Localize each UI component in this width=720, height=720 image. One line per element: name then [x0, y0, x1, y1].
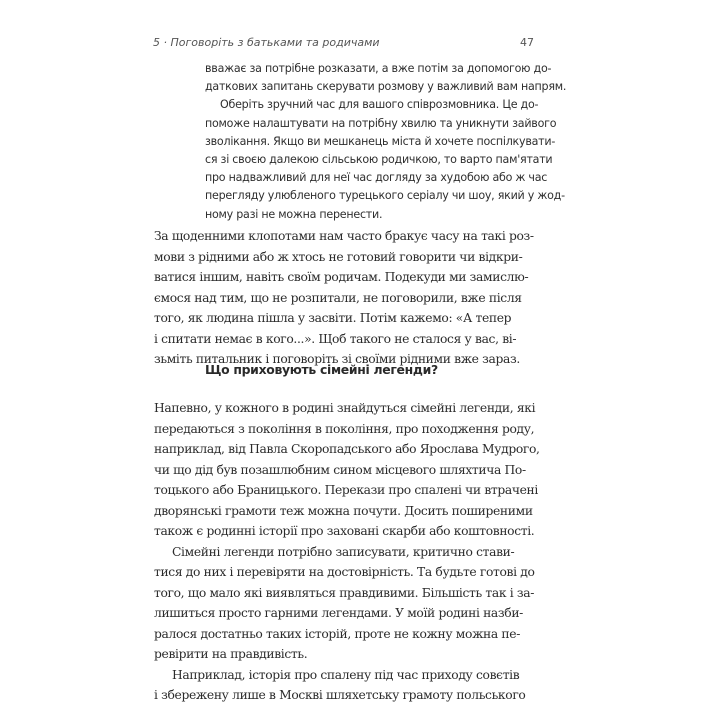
text-line: наприклад, від Павла Скоропадського або Ярослава Мудрого,	[154, 442, 540, 456]
text-line: і спитати немає в кого...». Щоб такого не сталося у вас, ві-	[154, 331, 517, 346]
text-line: також є родинні історії про заховані скарби або коштовності.	[154, 524, 535, 538]
text-line: того, як людина пішла у засвіти. Потім кажемо: «А тепер	[154, 311, 512, 325]
running-head: 5 · Поговоріть з батьками та родичами	[153, 36, 380, 49]
text-line: дворянські грамоти теж можна почути. Досить поширеними	[154, 503, 533, 518]
text-line: тоцького або Браницького. Перекази про спалені чи втрачені	[154, 483, 538, 497]
section-body	[154, 398, 564, 706]
text-line: ся зі своєю далекою сільською родичкою, то варто пам'ятати	[205, 153, 553, 167]
text-line: Наприклад, історія про спалену під час приходу совєтів	[172, 667, 520, 682]
text-line: даткових запитань скерувати розмову у важливий вам напрям.	[205, 80, 567, 94]
text-line: зволікання. Якщо ви мешканець міста й хочете поспілкувати-	[205, 134, 556, 148]
text-line: Напевно, у кожного в родині знайдуться сімейні легенди, які	[154, 401, 536, 415]
text-line: того, що мало які виявляться правдивими. Більшість так і за-	[154, 585, 535, 600]
page-number: 47	[520, 36, 534, 49]
text-line: лишиться просто гарними легендами. У моїй родині назби-	[154, 606, 523, 620]
text-line: ємося над тим, що не розпитали, не поговорили, вже після	[154, 290, 522, 305]
text-line: Оберіть зручний час для вашого співрозмовника. Це до-	[220, 98, 539, 112]
text-line: поможе налаштувати на потрібну хвилю та уникнути зайвого	[205, 116, 557, 130]
text-line: про надважливий для неї час догляду за худобою або ж час	[205, 171, 548, 185]
text-line: ному разі не можна перенести.	[205, 207, 383, 221]
text-line: передаються з покоління в покоління, про походження роду,	[154, 421, 535, 436]
text-line: і збережену лише в Москві шляхетську грамоту польського	[154, 688, 526, 702]
text-line: тися до них і перевіряти на достовірність. Та будьте готові до	[154, 565, 535, 579]
text-line: За щоденними клопотами нам часто бракує часу на такі роз-	[154, 229, 534, 243]
text-line: ревірити на правдивість.	[154, 647, 308, 661]
text-line: чи що дід був позашлюбним сином місцевого шляхтича По-	[154, 462, 526, 477]
text-line: зьміть питальник і поговоріть зі своїми рідними вже зараз.	[154, 352, 520, 366]
section-heading: Що приховують сімейні легенди?	[205, 362, 438, 377]
text-line: перегляду улюбленого турецького серіалу чи шоу, який у жод-	[205, 189, 565, 203]
text-line: ватися іншим, навіть своїм родичам. Подекуди ми замислю-	[154, 270, 529, 284]
body-paragraph	[154, 226, 564, 370]
text-line: вважає за потрібне розказати, а вже потім за допомогою до-	[205, 62, 552, 75]
text-line: мови з рідними або ж хтось не готовий говорити чи відкри-	[154, 249, 523, 264]
text-line: ралося достатньо таких історій, проте не кожну можна пе-	[154, 626, 521, 641]
text-line: Сімейні легенди потрібно записувати, критично стави-	[172, 544, 515, 559]
sidebar-text-block	[205, 60, 567, 224]
